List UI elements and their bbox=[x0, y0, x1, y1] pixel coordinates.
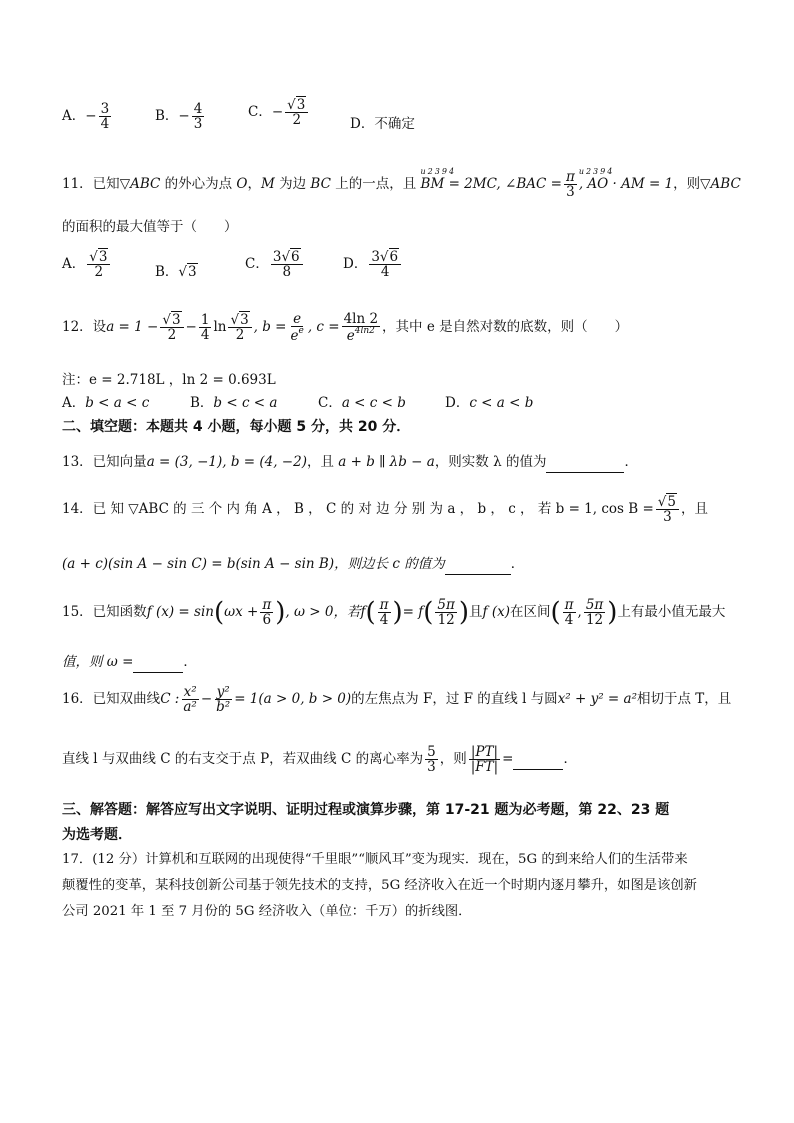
option-letter: A． bbox=[62, 395, 86, 411]
option-text: c < a < b bbox=[469, 395, 534, 411]
denominator: 3 bbox=[566, 184, 575, 201]
denominator: 2 bbox=[167, 327, 177, 344]
option-letter: A． bbox=[62, 108, 86, 125]
option-letter: B． bbox=[155, 108, 179, 125]
fraction bbox=[369, 250, 401, 279]
section-heading-solution-cont: 为选考题． bbox=[62, 827, 132, 843]
minus-sign: − bbox=[85, 108, 97, 125]
answer-blank[interactable] bbox=[546, 456, 624, 473]
q12-note: 注：e = 2.718L ，ln 2 = 0.693L bbox=[62, 372, 276, 388]
left-paren: ( bbox=[423, 597, 434, 628]
answer-blank[interactable] bbox=[445, 558, 511, 575]
numerator: 3√6 bbox=[271, 250, 303, 265]
q12-option-a bbox=[62, 391, 149, 411]
triangle-symbol: ▽ABC bbox=[119, 176, 161, 193]
left-paren: ( bbox=[365, 597, 376, 628]
numerator: 1 bbox=[200, 312, 210, 328]
option-letter: C． bbox=[248, 104, 272, 121]
fraction bbox=[285, 98, 308, 127]
point-o: O bbox=[236, 176, 248, 193]
denominator bbox=[345, 327, 377, 343]
numerator: π bbox=[262, 597, 272, 613]
right-paren: ) bbox=[458, 597, 470, 628]
question-number: 15．已知函数 bbox=[62, 604, 147, 621]
q17-line-1: 17．(12 分）计算机和互联网的出现使得“千里眼”“顺风耳”变为现实．现在，5G 的到来给人们的生活带来 bbox=[62, 852, 688, 867]
denominator: 6 bbox=[262, 612, 272, 629]
numerator: 4 bbox=[193, 101, 203, 117]
q16-line-2: 直线 l 与双曲线 C 的右支交于点 P，若双曲线 C 的离心率为 $\frac{5}{3}$ ，则 $\frac{|PT|}{|FT|}$ = ． bbox=[62, 744, 577, 776]
equation: (a + c)(sin A − sin C) = b(sin A − sin B)，则边长 c 的值为 bbox=[62, 556, 445, 572]
text: ，则 bbox=[439, 751, 467, 768]
option-letter: B． bbox=[155, 264, 179, 280]
radicand: 3 bbox=[296, 97, 306, 113]
base: e bbox=[290, 328, 299, 345]
fraction bbox=[99, 102, 112, 131]
numerator: 5π bbox=[437, 597, 455, 613]
numerator: 5π bbox=[585, 597, 604, 613]
text: 相切于点 T，且 bbox=[637, 691, 732, 708]
vector-def: a = (3, −1), b = (4, −2) bbox=[146, 454, 307, 470]
q14-line-1 bbox=[62, 495, 732, 524]
option-letter: D． bbox=[343, 256, 368, 273]
denominator bbox=[288, 327, 305, 343]
option-letter: C． bbox=[245, 256, 269, 273]
minus-sign: − bbox=[271, 104, 284, 121]
denominator: 4 bbox=[564, 612, 574, 629]
text: ，且 bbox=[680, 501, 708, 518]
text: ，其中 e 是自然对数的底数，则（ ） bbox=[382, 319, 629, 336]
radicand: 6 bbox=[291, 249, 300, 265]
denominator: 3 bbox=[663, 509, 672, 526]
ln: ln bbox=[213, 319, 227, 336]
text: ， bbox=[247, 176, 261, 193]
base: e bbox=[346, 328, 355, 345]
numerator: 3√6 bbox=[369, 250, 401, 265]
fraction bbox=[564, 170, 577, 199]
numerator: √3 bbox=[285, 98, 308, 113]
coefficient: 3 bbox=[371, 249, 380, 265]
fraction bbox=[160, 313, 183, 342]
question-number: 12．设 bbox=[62, 319, 107, 336]
q10-option-a bbox=[62, 102, 113, 131]
exponent: 4ln2 bbox=[354, 326, 375, 337]
right-paren: ) bbox=[275, 597, 286, 628]
answer-blank[interactable] bbox=[133, 656, 183, 673]
text: 上有最小值无最大 bbox=[617, 604, 726, 621]
q12-line-1 bbox=[62, 312, 628, 343]
fraction bbox=[342, 312, 380, 343]
option-text: a < c < b bbox=[341, 395, 406, 411]
fraction bbox=[260, 598, 273, 627]
answer-blank[interactable] bbox=[513, 753, 563, 770]
question-number: 16．已知双曲线 bbox=[62, 691, 161, 708]
circle-equation: x² + y² = a² bbox=[557, 691, 637, 708]
expr-b: , b = bbox=[253, 319, 287, 336]
fraction bbox=[288, 312, 305, 343]
denominator: 12 bbox=[437, 612, 455, 629]
left-paren: ( bbox=[213, 597, 225, 628]
radicand: 3 bbox=[171, 312, 181, 328]
function-def: f (x) = sin bbox=[146, 604, 214, 621]
option-text: b < a < c bbox=[85, 395, 150, 411]
text: ，则 bbox=[673, 176, 701, 193]
expr-a: a = 1 − bbox=[106, 319, 159, 336]
fraction bbox=[656, 495, 679, 524]
option-letter: D． bbox=[445, 395, 470, 411]
minus-sign: − bbox=[178, 108, 190, 125]
numerator: 3 bbox=[100, 101, 110, 117]
left-paren: ( bbox=[550, 597, 561, 628]
text: 的外心为点 bbox=[160, 176, 237, 193]
denominator: 4 bbox=[379, 612, 389, 629]
denominator: 4 bbox=[380, 264, 390, 281]
text: ，则实数 λ 的值为 bbox=[434, 454, 547, 470]
fraction bbox=[563, 598, 576, 627]
denominator: 12 bbox=[585, 612, 604, 629]
radicand: 5 bbox=[667, 494, 676, 510]
text: 值，则 ω = bbox=[62, 654, 134, 670]
denominator: 4 bbox=[200, 327, 210, 344]
text: 的左焦点为 F，过 F 的直线 l 与圆 bbox=[351, 691, 558, 708]
numerator: π bbox=[564, 597, 574, 613]
fraction bbox=[181, 685, 198, 714]
right-paren: ) bbox=[607, 597, 618, 628]
minus-sign: − bbox=[185, 319, 197, 336]
fraction bbox=[87, 250, 110, 279]
q12-option-b bbox=[190, 391, 277, 411]
text: ，且 bbox=[306, 454, 339, 470]
denominator: 2 bbox=[292, 112, 302, 129]
denominator: 2 bbox=[235, 327, 245, 344]
denominator: 3 bbox=[427, 759, 436, 776]
point-m: M bbox=[261, 176, 275, 193]
numerator: y² bbox=[216, 684, 230, 700]
text: 且 bbox=[469, 604, 483, 621]
q10-option-b bbox=[155, 102, 206, 131]
equals: = f bbox=[402, 604, 424, 621]
text: 在区间 bbox=[509, 604, 551, 621]
q13-line bbox=[62, 450, 638, 473]
radicand: 6 bbox=[389, 249, 399, 265]
section-heading-fill-in: 二、填空题：本题共 4 小题，每小题 5 分，共 20 分． bbox=[62, 419, 411, 435]
denominator: |FT| bbox=[470, 759, 499, 776]
q10-option-d bbox=[350, 112, 415, 132]
argument: ωx + bbox=[224, 604, 259, 621]
question-text: 14．已 知 ▽ABC 的 三 个 内 角 A ， B ， C 的 对 边 分 别 为 a ， b ， c ， 若 b = 1, cos B = bbox=[62, 501, 654, 518]
denominator: b² bbox=[216, 699, 231, 716]
parallel-condition: a + b ∥ λb − a bbox=[338, 454, 435, 470]
fraction bbox=[378, 598, 391, 627]
right-paren: ) bbox=[392, 597, 403, 628]
denominator: 2 bbox=[94, 264, 104, 281]
q11-option-c bbox=[245, 250, 305, 279]
text: 上的一点，且 bbox=[330, 176, 421, 193]
q11-option-a bbox=[62, 250, 112, 279]
numerator: e bbox=[293, 311, 302, 327]
denominator: 3 bbox=[193, 116, 203, 133]
function-name: f bbox=[360, 604, 366, 621]
q17-line-3: 公司 2021 年 1 至 7 月份的 5G 经济收入（单位：千万）的折线图． bbox=[62, 904, 472, 919]
period: ． bbox=[183, 654, 197, 670]
numerator: 5 bbox=[427, 744, 436, 760]
denominator: a² bbox=[183, 699, 197, 716]
option-text: b < c < a bbox=[213, 395, 278, 411]
option-letter: A． bbox=[62, 256, 86, 273]
fraction bbox=[199, 313, 212, 342]
radicand: 3 bbox=[188, 264, 197, 280]
fraction bbox=[469, 745, 500, 774]
q10-option-c bbox=[248, 98, 310, 127]
text: 为边 bbox=[274, 176, 311, 193]
q11-option-d bbox=[343, 250, 403, 279]
numerator: 4ln 2 bbox=[343, 311, 379, 327]
option-letter: B． bbox=[190, 395, 214, 411]
denominator: 4 bbox=[100, 116, 110, 133]
fraction bbox=[271, 250, 303, 279]
fraction bbox=[435, 598, 456, 627]
function-name: f (x) bbox=[482, 604, 510, 621]
fraction bbox=[584, 598, 605, 627]
exponent: e bbox=[298, 326, 304, 337]
text: 直线 l 与双曲线 C 的右支交于点 P，若双曲线 C 的离心率为 bbox=[62, 751, 424, 768]
question-number: 13．已知向量 bbox=[62, 454, 147, 470]
numerator: π bbox=[379, 597, 389, 613]
segment-bc: BC bbox=[310, 176, 331, 193]
q16-line-1: 16．已知双曲线C : $\frac{\text{x²}}{\text{a²}}$ − $\frac{\text{y²}}{\text{b²}}$ = 1(a > 0, b > 0)的左焦点为 F，过 F 的直线 l 与圆x² + y² = a²相切于点 T，且 bbox=[62, 684, 732, 716]
expr-c: , c = bbox=[307, 319, 340, 336]
fraction bbox=[228, 313, 251, 342]
condition: , ω > 0，若 bbox=[285, 604, 361, 621]
triangle-symbol: ▽ABC bbox=[700, 176, 741, 193]
q11-line-2: 的面积的最大值等于（ ） bbox=[62, 219, 238, 235]
numerator: x² bbox=[183, 684, 197, 700]
section-heading-solution: 三、解答题：解答应写出文字说明、证明过程或演算步骤，第 17-21 题为必考题，第 22、23 题 bbox=[62, 802, 670, 818]
q17-line-2: 颠覆性的变革，某科技创新公司基于领先技术的支持，5G 经济收入在近一个时期内逐月攀升，如图是该创新 bbox=[62, 878, 697, 893]
q12-option-c bbox=[318, 391, 406, 411]
fraction bbox=[425, 745, 438, 774]
equation: = 1(a > 0, b > 0) bbox=[234, 691, 352, 708]
numerator: √3 bbox=[87, 250, 110, 265]
period: ． bbox=[624, 454, 638, 470]
numerator: √3 bbox=[160, 313, 183, 328]
radicand: 3 bbox=[240, 312, 249, 328]
period: ． bbox=[510, 556, 525, 572]
radicand: 3 bbox=[98, 249, 108, 265]
option-letter: D． bbox=[350, 116, 375, 132]
fraction bbox=[192, 102, 205, 131]
q14-line-2 bbox=[62, 552, 524, 575]
option-letter: C． bbox=[318, 395, 342, 411]
q12-option-d bbox=[445, 391, 533, 411]
q15-line-2 bbox=[62, 650, 197, 673]
numerator: √3 bbox=[228, 313, 251, 328]
numerator: √5 bbox=[656, 495, 679, 510]
q15-line-1: 15．已知函数f (x) = sin(ωx + $\frac{\pi}{6}$ ), ω > 0，若f( $\frac{\pi}{4}$ )= f( $\frac{5\pi}{12}$ )且f (x)在区间( $\frac{\pi}{4}$ , $\frac{5\pi}{12}$ )上有最小值无最大 bbox=[62, 597, 726, 629]
coefficient: 3 bbox=[272, 249, 282, 265]
numerator: π bbox=[565, 169, 575, 185]
vector-condition: u2394 BM = 2MC, ∠BAC = bbox=[421, 176, 562, 192]
period: ． bbox=[563, 751, 577, 768]
option-text: 不确定 bbox=[374, 116, 415, 132]
numerator: |PT| bbox=[470, 744, 499, 760]
denominator: 8 bbox=[282, 264, 292, 281]
fraction bbox=[214, 685, 232, 714]
q11-option-b: B．√3 bbox=[155, 264, 197, 280]
q11-line-1 bbox=[62, 170, 741, 199]
question-number: 11．已知 bbox=[62, 176, 120, 193]
dot-product-condition: u2394 , AO · AM = 1 bbox=[579, 176, 673, 192]
curve-name: C : bbox=[160, 691, 180, 708]
